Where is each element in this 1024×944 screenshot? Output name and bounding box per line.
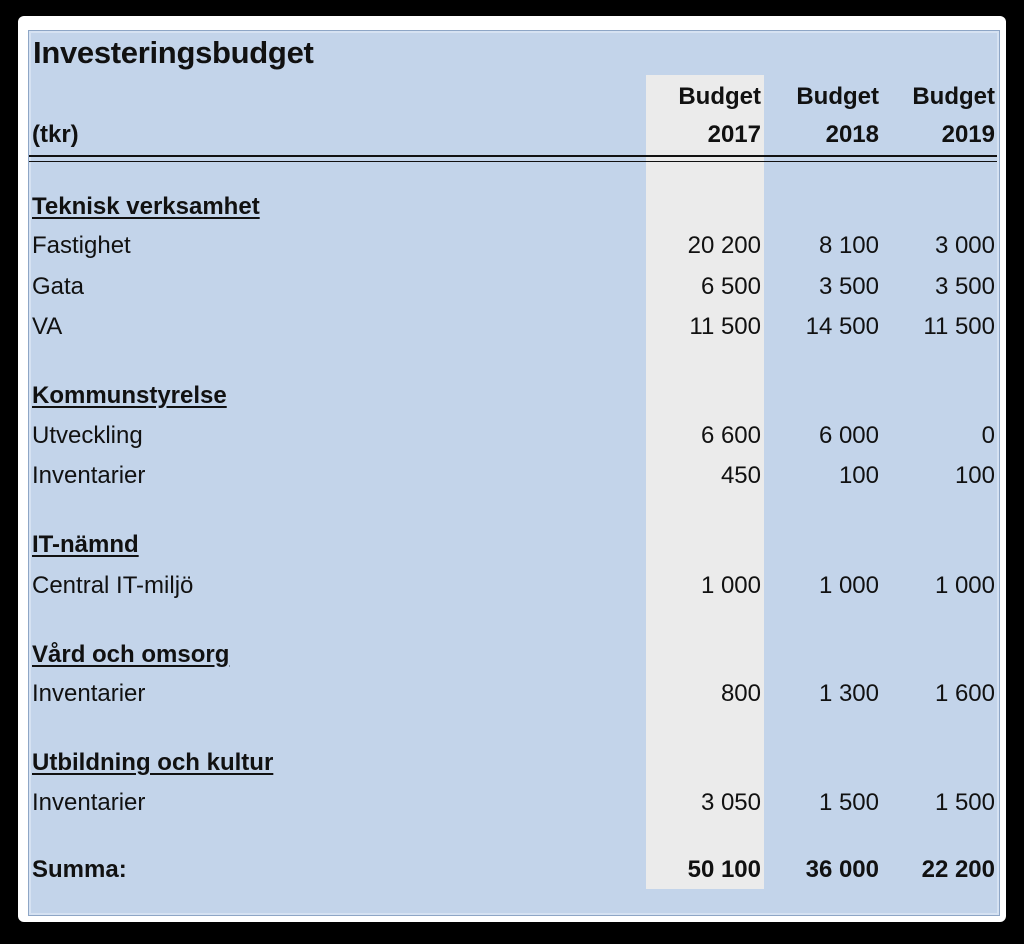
section-heading: Utbildning och kultur	[32, 749, 274, 776]
table-title: Investeringsbudget	[33, 35, 314, 70]
section-heading: IT-nämnd	[32, 531, 139, 558]
table-row: Inventarier 450 100 100	[32, 462, 995, 489]
table-row: Utveckling 6 600 6 000 0	[32, 422, 995, 449]
header-rule-thick	[29, 155, 997, 157]
header-rule-thin	[29, 161, 997, 162]
section-heading: Vård och omsorg	[32, 641, 230, 668]
unit-label: (tkr)	[32, 121, 79, 148]
section-heading: Kommunstyrelse	[32, 382, 227, 409]
table-row: Fastighet 20 200 8 100 3 000	[32, 232, 995, 259]
table-row: Central IT-miljö 1 000 1 000 1 000	[32, 572, 995, 599]
col-header-2017-line1: Budget	[678, 83, 761, 110]
col-header-2018-line2: 2018	[825, 121, 879, 148]
col-header-2018-line1: Budget	[796, 83, 879, 110]
section-heading: Teknisk verksamhet	[32, 193, 260, 220]
total-row: Summa: 50 100 36 000 22 200	[32, 856, 995, 883]
table-row: Inventarier 800 1 300 1 600	[32, 680, 995, 707]
table-row: Inventarier 3 050 1 500 1 500	[32, 789, 995, 816]
col-header-2017-line2: 2017	[707, 121, 761, 148]
col-header-2019-line2: 2019	[941, 121, 995, 148]
budget-table-panel	[28, 30, 1000, 916]
table-row: Gata 6 500 3 500 3 500	[32, 273, 995, 300]
col-header-2019-line1: Budget	[912, 83, 995, 110]
table-row: VA 11 500 14 500 11 500	[32, 313, 995, 340]
